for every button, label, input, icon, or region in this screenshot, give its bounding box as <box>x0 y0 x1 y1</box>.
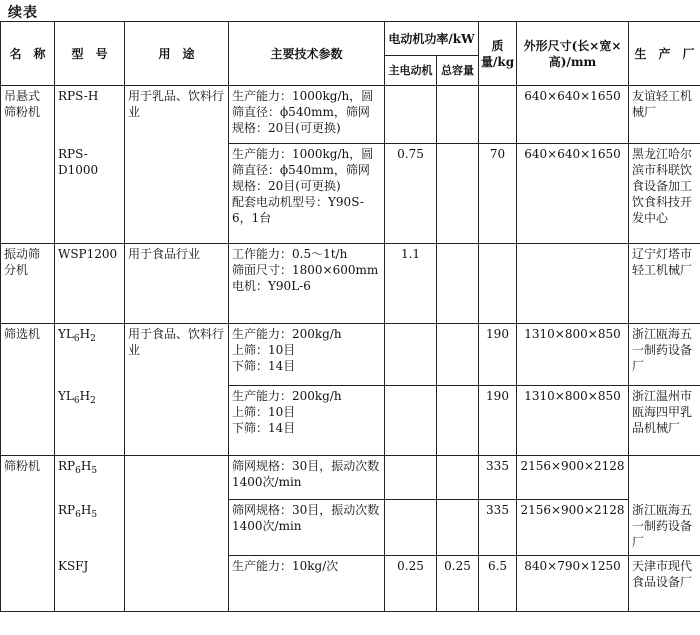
table-row <box>1 456 700 500</box>
cell-model <box>55 500 125 556</box>
cell-maker: 天津市现代食品设备厂 <box>629 556 700 612</box>
model-sub: 5 <box>91 509 98 520</box>
header-dims: 外形尺寸(长×宽×高)/mm <box>517 22 629 86</box>
model-sub: 2 <box>90 395 96 406</box>
model-mid: H <box>80 459 92 473</box>
cell-mass: 335 <box>479 456 517 500</box>
cell-usage: 用于乳品、饮料行业 <box>125 86 229 244</box>
cell-dims: 2156×900×2128 <box>517 456 629 500</box>
cell-mass <box>479 86 517 144</box>
cell-model: KSFJ <box>55 556 125 612</box>
cell-power-main: 0.25 <box>385 556 437 612</box>
params-text: 生产能力：200kg/h <box>232 327 342 341</box>
model-base: YL <box>58 327 74 341</box>
cell-power-main: 1.1 <box>385 244 437 324</box>
cell-model <box>55 324 125 386</box>
cell-mass: 6.5 <box>479 556 517 612</box>
cell-power-main: 0.75 <box>385 144 437 244</box>
model-sub: 2 <box>90 334 96 344</box>
table-row <box>1 386 700 456</box>
model-sub: 6 <box>73 334 80 344</box>
params-extra2: 下筛：14目 <box>232 421 296 435</box>
cell-dims: 1310×800×850 <box>517 324 629 386</box>
cell-power-main <box>385 86 437 144</box>
cell-usage <box>125 500 229 556</box>
model-mid: H <box>79 388 91 403</box>
cell-maker: 浙江瓯海五一制药设备厂 <box>629 324 700 386</box>
cell-name <box>1 144 55 244</box>
cell-dims: 1310×800×850 <box>517 386 629 456</box>
cell-power-total: 0.25 <box>437 556 479 612</box>
header-power-total: 总容量 <box>437 56 479 86</box>
header-power-main: 主电动机 <box>385 56 437 86</box>
header-params: 主要技术参数 <box>229 22 385 86</box>
cell-params: 生产能力：1000kg/h，圆筛直径：ϕ540mm，筛网规格：20目(可更换) <box>229 86 385 144</box>
cell-power-main <box>385 386 437 456</box>
cell-mass: 190 <box>479 324 517 386</box>
cell-power-total <box>437 386 479 456</box>
table-row <box>1 144 700 244</box>
cell-params: 筛网规格：30目，振动次数1400次/min <box>229 500 385 556</box>
model-sub: 6 <box>75 509 81 520</box>
table-row <box>1 324 700 386</box>
params-text: 生产能力：200kg/h <box>232 389 342 403</box>
cell-power-main <box>385 500 437 556</box>
cell-params <box>229 386 385 456</box>
table-row <box>1 86 700 144</box>
cell-mass: 190 <box>479 386 517 456</box>
cell-params: 筛网规格：30目，振动次数1400次/min <box>229 456 385 500</box>
model-sub: 6 <box>73 395 80 406</box>
model-sub: 6 <box>75 466 81 476</box>
cell-name: 振动筛分机 <box>1 244 55 324</box>
model-mid: H <box>79 327 91 341</box>
cell-maker: 浙江瓯海五一制药设备厂 <box>629 500 700 556</box>
model-base: RP <box>58 459 76 473</box>
cell-power-total <box>437 86 479 144</box>
cell-mass: 70 <box>479 144 517 244</box>
cell-usage: 用于食品行业 <box>125 244 229 324</box>
cell-mass <box>479 244 517 324</box>
cell-dims: 640×640×1650 <box>517 86 629 144</box>
cell-params <box>229 244 385 324</box>
model-base: YL <box>58 388 74 403</box>
cell-mass: 335 <box>479 500 517 556</box>
cell-usage: 用于食品、饮料行业 <box>125 324 229 386</box>
cell-model <box>55 456 125 500</box>
cell-model: RPS-H <box>55 86 125 144</box>
table-row <box>1 244 700 324</box>
cell-name <box>1 386 55 456</box>
cell-dims: 640×640×1650 <box>517 144 629 244</box>
equipment-table <box>0 21 700 612</box>
params-extra2: 下筛：14目 <box>232 359 296 373</box>
cell-usage <box>125 386 229 456</box>
cell-name: 筛粉机 <box>1 456 55 500</box>
header-usage: 用 途 <box>125 22 229 86</box>
params-text: 工作能力：0.5～1t/h <box>232 247 348 261</box>
params-extra2: 电机：Y90L-6 <box>232 279 311 293</box>
cell-model: RPS-D1000 <box>55 144 125 244</box>
cell-model <box>55 386 125 456</box>
cell-model: WSP1200 <box>55 244 125 324</box>
cell-params: 生产能力：10kg/次 <box>229 556 385 612</box>
cell-power-total <box>437 500 479 556</box>
cell-maker: 浙江温州市瓯海四甲乳品机械厂 <box>629 386 700 456</box>
cell-maker <box>629 456 700 500</box>
cell-maker: 友谊轻工机械厂 <box>629 86 700 144</box>
table-caption: 续表 <box>8 5 38 21</box>
cell-name <box>1 556 55 612</box>
cell-params <box>229 324 385 386</box>
header-maker: 生 产 厂 <box>629 22 700 86</box>
cell-maker: 辽宁灯塔市轻工机械厂 <box>629 244 700 324</box>
cell-dims <box>517 244 629 324</box>
cell-maker: 黑龙江哈尔滨市科联饮食设备加工饮食科技开发中心 <box>629 144 700 244</box>
header-name: 名 称 <box>1 22 55 86</box>
params-extra: 筛面尺寸：1800×600mm <box>232 263 379 277</box>
cell-power-main <box>385 324 437 386</box>
cell-power-total <box>437 244 479 324</box>
cell-name: 吊悬式筛粉机 <box>1 86 55 144</box>
params-extra: 上筛：10目 <box>232 405 296 419</box>
header-model: 型 号 <box>55 22 125 86</box>
header-power: 电动机功率/kW <box>385 22 479 56</box>
cell-power-main <box>385 456 437 500</box>
cell-dims: 840×790×1250 <box>517 556 629 612</box>
cell-dims: 2156×900×2128 <box>517 500 629 556</box>
cell-name <box>1 500 55 556</box>
cell-power-total <box>437 456 479 500</box>
table-row <box>1 500 700 556</box>
header-mass: 质量/kg <box>479 22 517 86</box>
params-extra: 上筛：10目 <box>232 343 296 357</box>
model-base: RP <box>58 502 76 517</box>
params-extra: 配套电动机型号：Y90S-6，1台 <box>232 195 364 225</box>
cell-usage <box>125 456 229 500</box>
cell-power-total <box>437 324 479 386</box>
params-text: 生产能力：1000kg/h，圆筛直径：ϕ540mm，筛网规格：20目(可更换) <box>232 147 374 193</box>
cell-name: 筛选机 <box>1 324 55 386</box>
cell-usage <box>125 556 229 612</box>
model-sub: 5 <box>91 466 98 476</box>
cell-power-total <box>437 144 479 244</box>
cell-params <box>229 144 385 244</box>
model-mid: H <box>80 502 92 517</box>
table-row <box>1 556 700 612</box>
